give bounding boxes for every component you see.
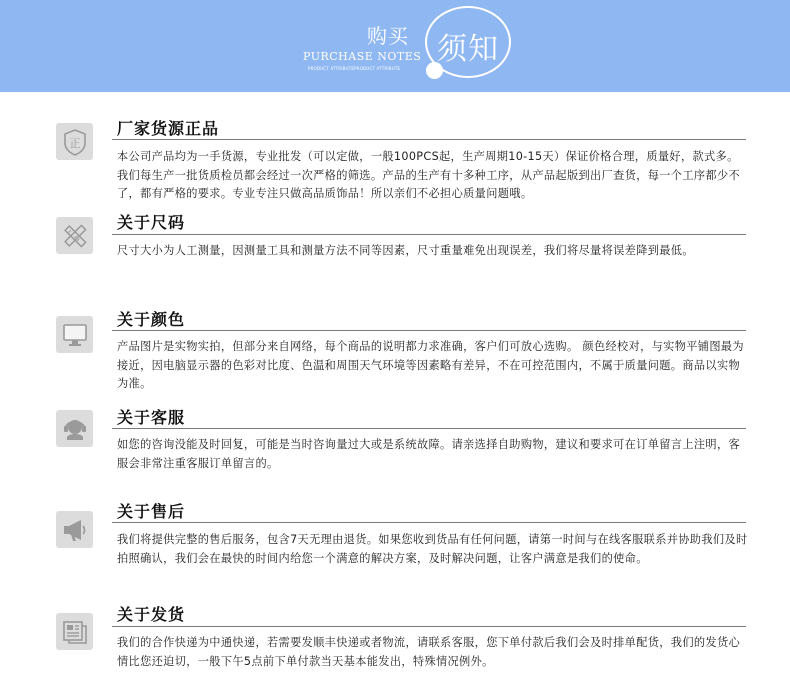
megaphone-icon [56, 511, 93, 548]
section-divider [112, 522, 746, 523]
header-banner [0, 0, 790, 92]
customer-service-icon [56, 410, 93, 447]
shipping-docs-icon [56, 613, 93, 650]
section-divider [112, 626, 746, 627]
section-title: 厂家货源正品 [117, 119, 220, 138]
section-title: 关于发货 [117, 605, 186, 624]
svg-text:正: 正 [69, 136, 80, 150]
section-body: 我们的合作快递为中通快递，若需要发顺丰快递或者物流，请联系客服，您下单付款后我们会及时排单配货，我们的发货心情比您还迫切，一般下午5点前下单付款当天基本能发出，特殊情况例外。 [117, 636, 741, 668]
section-divider [112, 330, 746, 331]
section-body: 本公司产品均为一手货源，专业批发（可以定做，一般100PCS起，生产周期10-15天）保证价格合理，质量好，款式多。我们每生产一批货质检员都会经过一次严格的筛选。产品的生产有十多种工序，从产品起版到出厂查货，每一个工序都少不了，都有严格的要求。专业专注只做高品质饰品！所以亲们不必担心质量问题哦。 [117, 150, 741, 200]
section-body: 产品图片是实物实拍，但部分来自网络，每个商品的说明都力求准确，客户们可放心选购。 颜色经校对，与实物平铺图最为接近，因电脑显示器的色彩对比度、色温和周围天气环境等因素略有差异，不在可控范围内，不属于质量问题。商品以实物为准。 [117, 340, 744, 390]
banner-subtitle: PRODUCT ATTRIBUTEPRODUCT ATTRIBUTE [308, 66, 401, 71]
ruler-pencil-icon [56, 217, 93, 254]
section-body: 如您的咨询没能及时回复，可能是当时咨询量过大或是系统故障。请亲选择自助购物，建议和要求可在订单留言上注明，客服会非常注重客服订单留言的。 [117, 438, 741, 470]
genuine-seal-icon [56, 123, 93, 160]
section-title: 关于颜色 [117, 310, 186, 329]
section-divider [112, 428, 746, 429]
section-divider [112, 234, 746, 235]
banner-title-english: PURCHASE NOTES [303, 50, 422, 63]
monitor-icon [56, 316, 93, 353]
section-body: 我们将提供完整的售后服务，包含7天无理由退货。如果您收到货品有任何问题，请第一时间与在线客服联系并协助我们及时拍照确认，我们会在最快的时间内给您一个满意的解决方案，及时解决问题，让客户满意是我们的使命。 [117, 533, 748, 565]
banner-title-right: 须知 [437, 32, 499, 67]
section-title: 关于尺码 [117, 213, 186, 232]
section-title: 关于客服 [117, 408, 186, 427]
banner-title-left: 购买 [367, 24, 409, 48]
section-title: 关于售后 [117, 502, 186, 521]
section-body: 尺寸大小为人工测量，因测量工具和测量方法不同等因素，尺寸重量难免出现误差，我们将尽量将误差降到最低。 [117, 244, 694, 257]
section-divider [112, 139, 746, 140]
